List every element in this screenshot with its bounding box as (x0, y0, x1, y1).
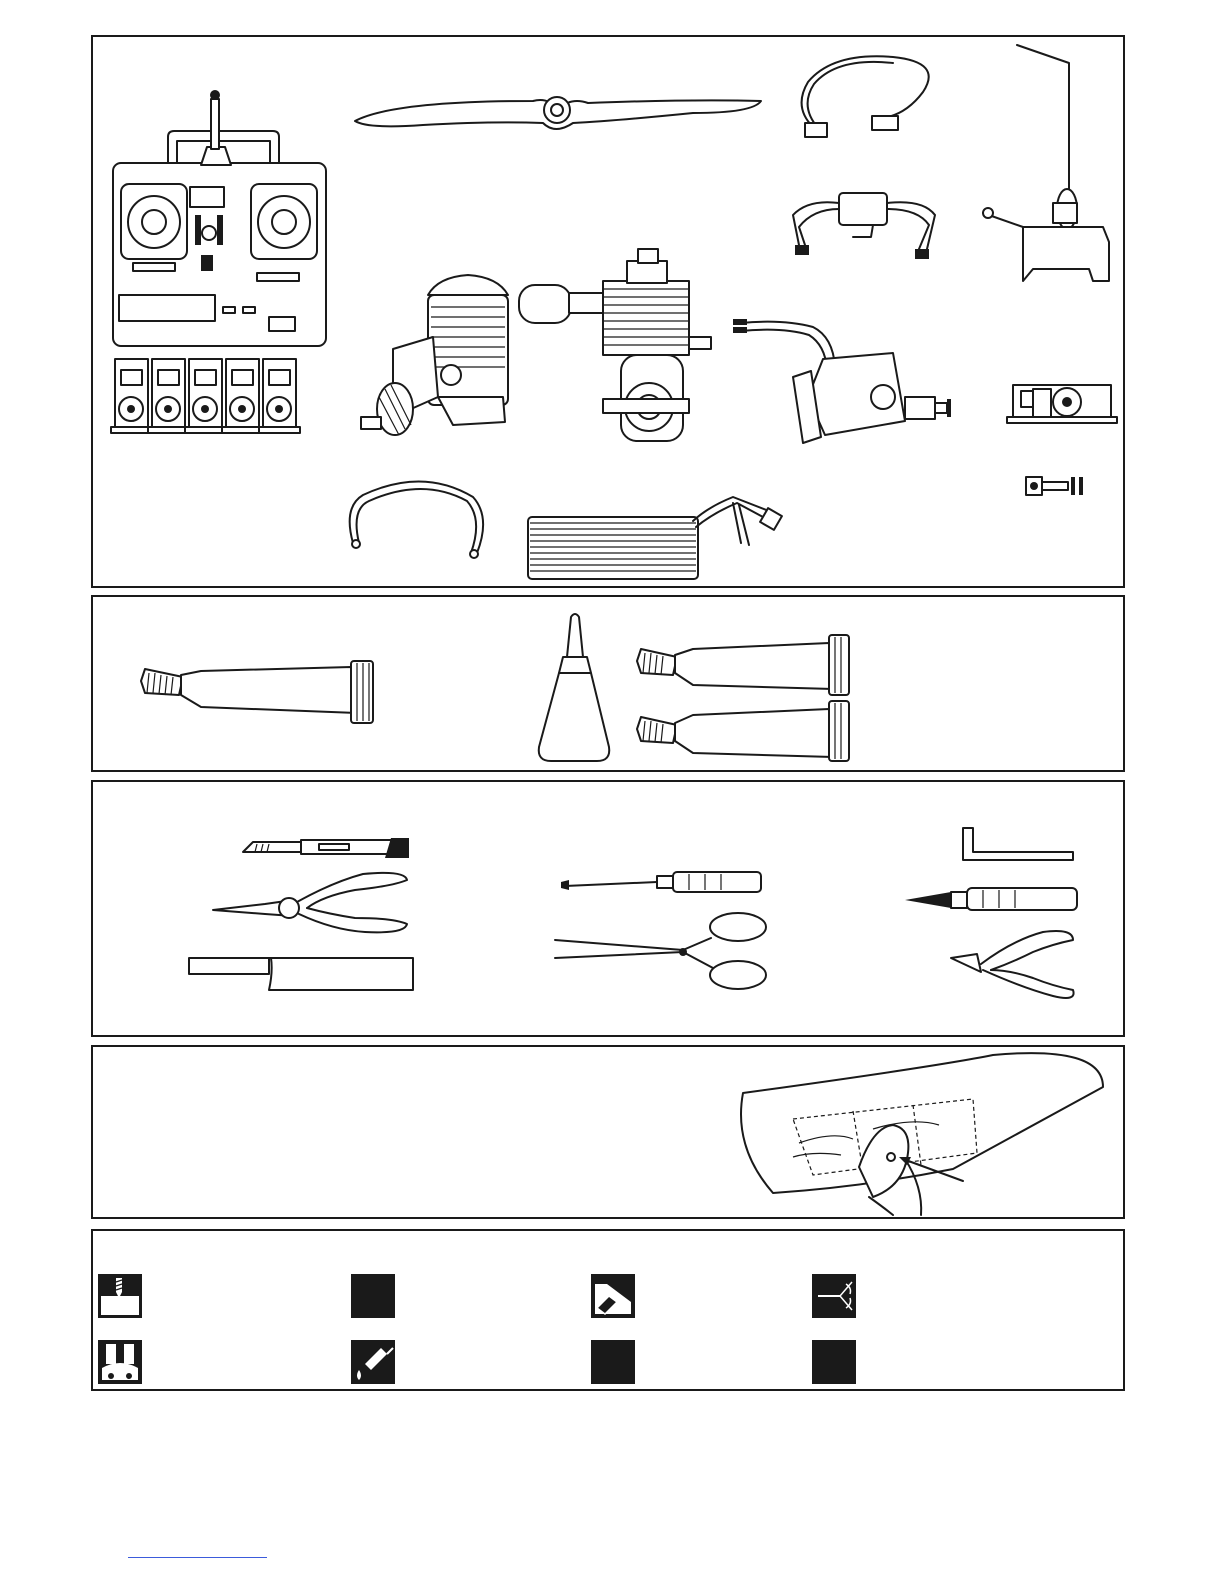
footer-link-underline[interactable] (128, 1557, 267, 1558)
epoxy-tube-icon (637, 635, 849, 695)
equipment-panel (91, 35, 1125, 588)
screwdriver-icon (561, 872, 761, 892)
throttle-pushrod-icon (983, 45, 1109, 281)
glue-symbol-icon (351, 1340, 395, 1384)
servo-set-icon (111, 359, 300, 433)
extension-cable-icon (802, 56, 929, 137)
single-servo-icon (1007, 385, 1117, 423)
servo-connector-icon (1026, 477, 1083, 495)
clamp-symbol-icon (98, 1340, 142, 1384)
needle-nose-pliers-icon (213, 873, 407, 932)
tools-panel (91, 780, 1125, 1037)
glue-tube-icon (141, 661, 373, 723)
hobby-knife-icon (243, 838, 409, 858)
blank-symbol-icon (351, 1274, 395, 1318)
sanding-symbol-icon (591, 1274, 635, 1318)
glow-engine-icon (361, 275, 508, 435)
four-stroke-engine-icon (519, 249, 711, 441)
blank-symbol-icon (812, 1340, 856, 1384)
propeller-icon (355, 97, 761, 129)
switch-harness-icon (793, 193, 935, 259)
drill-reamer-icon (905, 888, 1077, 910)
scissors-icon (555, 913, 766, 989)
side-cutter-icon (951, 931, 1074, 998)
legend-panel (91, 1229, 1125, 1391)
ca-bottle-icon (539, 614, 610, 761)
alignment-symbol-icon (812, 1274, 856, 1318)
covering-iron-illustration-icon (741, 1053, 1103, 1215)
covering-panel (91, 1045, 1125, 1219)
blank-symbol-icon (591, 1340, 635, 1384)
radio-transmitter-icon (113, 90, 326, 346)
epoxy-tube-icon (637, 701, 849, 761)
electric-motor-icon (733, 319, 951, 443)
battery-pack-icon (528, 497, 782, 579)
sanding-block-icon (189, 958, 413, 990)
adhesives-panel (91, 595, 1125, 772)
drill-symbol-icon (98, 1274, 142, 1318)
hex-key-icon (963, 828, 1073, 860)
fuel-tubing-icon (350, 481, 483, 558)
